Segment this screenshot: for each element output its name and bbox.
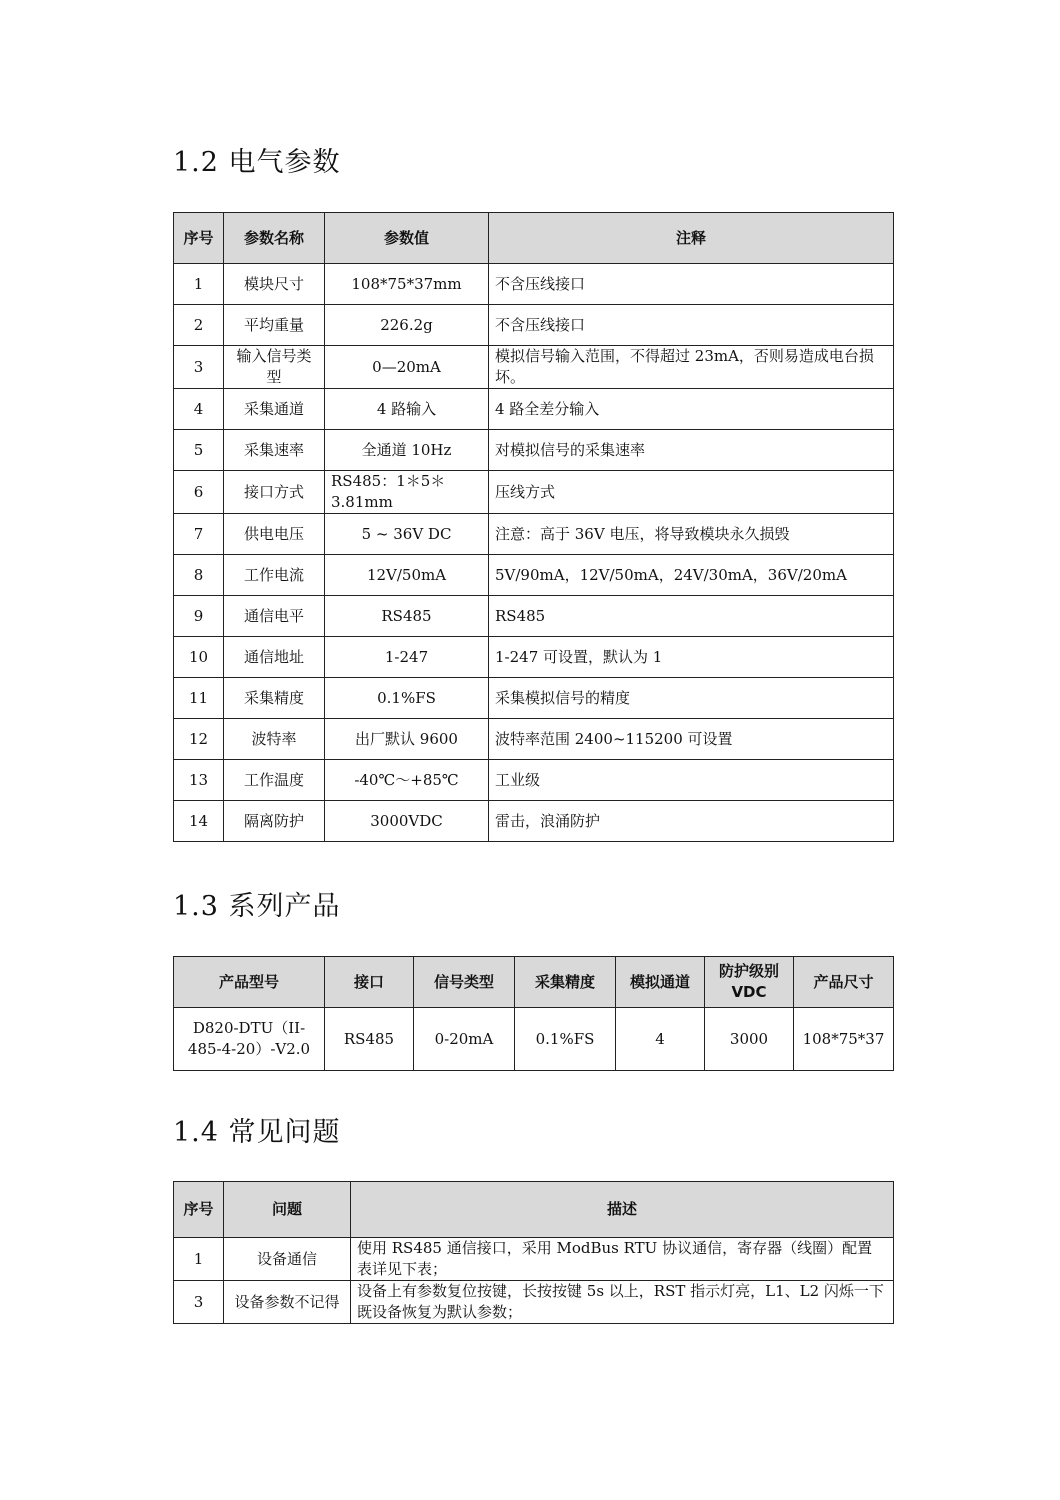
cell-note: 不含压线接口 bbox=[489, 305, 894, 346]
cell-param-value: 4 路输入 bbox=[325, 389, 489, 430]
cell-note: 模拟信号输入范围，不得超过 23mA，否则易造成电台损坏。 bbox=[489, 346, 894, 389]
col-header-model: 产品型号 bbox=[174, 957, 325, 1008]
cell-channels: 4 bbox=[616, 1008, 705, 1071]
cell-param-value: -40℃～+85℃ bbox=[325, 760, 489, 801]
cell-description: 使用 RS485 通信接口，采用 ModBus RTU 协议通信，寄存器（线圈）配置表详见下表； bbox=[351, 1238, 894, 1281]
cell-note: 波特率范围 2400~115200 可设置 bbox=[489, 719, 894, 760]
table-row bbox=[174, 346, 894, 389]
cell-index: 1 bbox=[174, 264, 224, 305]
col-header-index: 序号 bbox=[174, 213, 224, 264]
section-heading-series: 1.3 系列产品 bbox=[173, 891, 341, 922]
col-header-precision: 采集精度 bbox=[515, 957, 616, 1008]
col-header-description: 描述 bbox=[351, 1182, 894, 1238]
section-heading-faq: 1.4 常见问题 bbox=[173, 1117, 341, 1148]
cell-param-name: 采集通道 bbox=[224, 389, 325, 430]
cell-param-name: 工作电流 bbox=[224, 555, 325, 596]
col-header-protection: 防护级别VDC bbox=[705, 957, 794, 1008]
table-header-row bbox=[174, 957, 894, 1008]
cell-signal-type: 0-20mA bbox=[414, 1008, 515, 1071]
table-row bbox=[174, 1008, 894, 1071]
cell-description: 设备上有参数复位按键，长按按键 5s 以上，RST 指示灯亮，L1、L2 闪烁一下既设备恢复为默认参数； bbox=[351, 1281, 894, 1324]
col-header-param-name: 参数名称 bbox=[224, 213, 325, 264]
cell-param-value: RS485 bbox=[325, 596, 489, 637]
table-row bbox=[174, 801, 894, 842]
cell-note: 工业级 bbox=[489, 760, 894, 801]
col-header-channels: 模拟通道 bbox=[616, 957, 705, 1008]
faq-table bbox=[173, 1181, 894, 1324]
table-row bbox=[174, 305, 894, 346]
cell-index: 2 bbox=[174, 305, 224, 346]
cell-index: 7 bbox=[174, 514, 224, 555]
cell-model: D820-DTU（II-485-4-20）-V2.0 bbox=[174, 1008, 325, 1071]
section-heading-electrical: 1.2 电气参数 bbox=[173, 147, 341, 178]
cell-param-name: 平均重量 bbox=[224, 305, 325, 346]
col-header-interface: 接口 bbox=[325, 957, 414, 1008]
series-products-table bbox=[173, 956, 894, 1071]
cell-param-value: 全通道 10Hz bbox=[325, 430, 489, 471]
cell-index: 12 bbox=[174, 719, 224, 760]
cell-note: 不含压线接口 bbox=[489, 264, 894, 305]
cell-note: 1-247 可设置，默认为 1 bbox=[489, 637, 894, 678]
cell-param-name: 通信地址 bbox=[224, 637, 325, 678]
cell-index: 9 bbox=[174, 596, 224, 637]
cell-index: 3 bbox=[174, 1281, 224, 1324]
cell-param-value: 226.2g bbox=[325, 305, 489, 346]
cell-interface: RS485 bbox=[325, 1008, 414, 1071]
cell-note: 5V/90mA，12V/50mA，24V/30mA，36V/20mA bbox=[489, 555, 894, 596]
cell-index: 10 bbox=[174, 637, 224, 678]
cell-precision: 0.1%FS bbox=[515, 1008, 616, 1071]
cell-param-value: 12V/50mA bbox=[325, 555, 489, 596]
cell-index: 13 bbox=[174, 760, 224, 801]
cell-size: 108*75*37 bbox=[794, 1008, 894, 1071]
cell-index: 11 bbox=[174, 678, 224, 719]
cell-param-value: RS485：1＊5＊3.81mm bbox=[325, 471, 489, 514]
cell-param-value: 3000VDC bbox=[325, 801, 489, 842]
cell-note: 4 路全差分输入 bbox=[489, 389, 894, 430]
cell-param-value: 出厂默认 9600 bbox=[325, 719, 489, 760]
table-row bbox=[174, 1281, 894, 1324]
table-row bbox=[174, 678, 894, 719]
table-row bbox=[174, 719, 894, 760]
table-row bbox=[174, 555, 894, 596]
cell-question: 设备参数不记得 bbox=[224, 1281, 351, 1324]
cell-param-value: 1-247 bbox=[325, 637, 489, 678]
table-row bbox=[174, 264, 894, 305]
cell-index: 6 bbox=[174, 471, 224, 514]
cell-note: 雷击，浪涌防护 bbox=[489, 801, 894, 842]
col-header-param-value: 参数值 bbox=[325, 213, 489, 264]
cell-index: 8 bbox=[174, 555, 224, 596]
col-header-index: 序号 bbox=[174, 1182, 224, 1238]
cell-note: 注意：高于 36V 电压，将导致模块永久损毁 bbox=[489, 514, 894, 555]
cell-param-value: 0.1%FS bbox=[325, 678, 489, 719]
cell-param-name: 工作温度 bbox=[224, 760, 325, 801]
cell-index: 14 bbox=[174, 801, 224, 842]
cell-param-name: 隔离防护 bbox=[224, 801, 325, 842]
cell-param-name: 输入信号类型 bbox=[224, 346, 325, 389]
cell-param-name: 接口方式 bbox=[224, 471, 325, 514]
cell-note: RS485 bbox=[489, 596, 894, 637]
col-header-size: 产品尺寸 bbox=[794, 957, 894, 1008]
col-header-signal-type: 信号类型 bbox=[414, 957, 515, 1008]
electrical-params-table bbox=[173, 212, 894, 842]
cell-note: 压线方式 bbox=[489, 471, 894, 514]
cell-param-name: 采集精度 bbox=[224, 678, 325, 719]
cell-protection: 3000 bbox=[705, 1008, 794, 1071]
table-header-row bbox=[174, 213, 894, 264]
cell-index: 4 bbox=[174, 389, 224, 430]
table-header-row bbox=[174, 1182, 894, 1238]
cell-param-name: 模块尺寸 bbox=[224, 264, 325, 305]
cell-question: 设备通信 bbox=[224, 1238, 351, 1281]
cell-param-name: 通信电平 bbox=[224, 596, 325, 637]
col-header-note: 注释 bbox=[489, 213, 894, 264]
table-row bbox=[174, 596, 894, 637]
table-row bbox=[174, 514, 894, 555]
cell-param-value: 5 ~ 36V DC bbox=[325, 514, 489, 555]
table-row bbox=[174, 1238, 894, 1281]
table-row bbox=[174, 471, 894, 514]
col-header-question: 问题 bbox=[224, 1182, 351, 1238]
cell-index: 3 bbox=[174, 346, 224, 389]
cell-param-name: 采集速率 bbox=[224, 430, 325, 471]
cell-param-value: 108*75*37mm bbox=[325, 264, 489, 305]
cell-note: 采集模拟信号的精度 bbox=[489, 678, 894, 719]
cell-param-value: 0—20mA bbox=[325, 346, 489, 389]
table-row bbox=[174, 637, 894, 678]
table-row bbox=[174, 389, 894, 430]
table-row bbox=[174, 430, 894, 471]
cell-note: 对模拟信号的采集速率 bbox=[489, 430, 894, 471]
table-row bbox=[174, 760, 894, 801]
cell-param-name: 供电电压 bbox=[224, 514, 325, 555]
cell-index: 1 bbox=[174, 1238, 224, 1281]
cell-param-name: 波特率 bbox=[224, 719, 325, 760]
cell-index: 5 bbox=[174, 430, 224, 471]
